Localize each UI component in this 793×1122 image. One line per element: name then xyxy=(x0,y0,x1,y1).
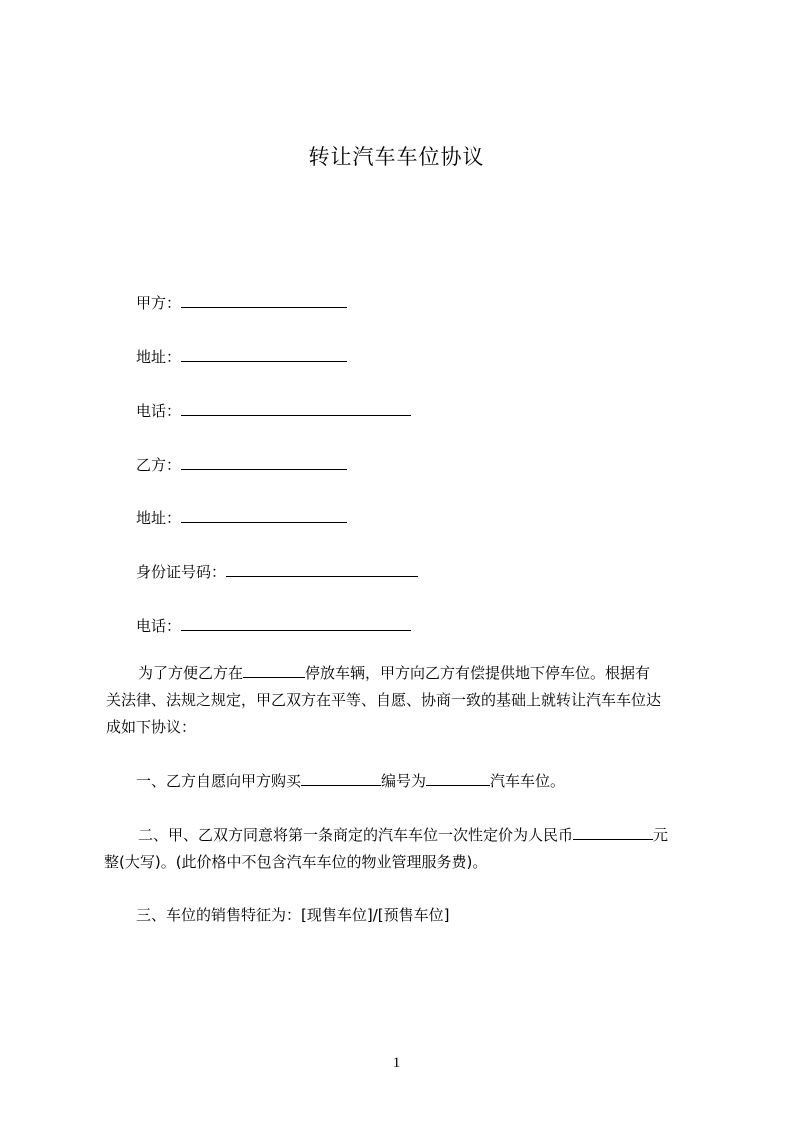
phone-a-field xyxy=(136,399,411,421)
id-number-field xyxy=(136,560,418,582)
clause-1-text-c: 汽车车位。 xyxy=(490,772,566,790)
address-b-blank[interactable] xyxy=(181,506,347,523)
id-number-label: 身份证号码： xyxy=(136,563,227,581)
page-number: 1 xyxy=(392,1055,401,1071)
clause-1-text-a: 一、乙方自愿向甲方购买 xyxy=(136,772,302,790)
phone-b-field xyxy=(136,614,411,636)
party-b-blank[interactable] xyxy=(181,453,347,470)
clause-3 xyxy=(136,902,736,929)
preamble-text-1b: 停放车辆，甲方向乙方有偿提供地下停车位。根据有 xyxy=(305,664,651,682)
phone-a-blank[interactable] xyxy=(181,399,411,416)
purchase-blank[interactable] xyxy=(301,770,381,786)
clause-3-line: 三、车位的销售特征为：[现售车位]/[预售车位] xyxy=(136,906,450,924)
address-b-field xyxy=(136,506,347,528)
clause-2-text-a: 二、甲、乙双方同意将第一条商定的汽车车位一次性定价为人民币 xyxy=(138,826,574,844)
party-a-blank[interactable] xyxy=(181,291,347,308)
clause-1 xyxy=(136,768,736,795)
space-number-blank[interactable] xyxy=(426,770,490,786)
party-a-field xyxy=(136,291,347,313)
clause-2-line-2: 整(大写)。(此价格中不包含汽车车位的物业管理服务费)。 xyxy=(104,853,488,871)
id-number-blank[interactable] xyxy=(226,560,418,577)
phone-a-label: 电话： xyxy=(136,402,182,420)
preamble-paragraph xyxy=(104,660,704,741)
phone-b-blank[interactable] xyxy=(181,614,411,631)
clause-1-line xyxy=(136,768,736,795)
preamble-line-2: 关法律、法规之规定，甲乙双方在平等、自愿、协商一致的基础上就转让汽车车位达 xyxy=(106,691,662,709)
clause-2 xyxy=(104,822,704,876)
price-blank[interactable] xyxy=(573,824,653,840)
clause-2-text-b: 元 xyxy=(653,826,669,844)
parking-location-blank[interactable] xyxy=(243,662,305,678)
address-b-label: 地址： xyxy=(136,509,182,527)
address-a-field xyxy=(136,345,347,367)
preamble-line-1 xyxy=(104,660,704,687)
phone-b-label: 电话： xyxy=(136,617,182,635)
party-b-label: 乙方： xyxy=(136,456,182,474)
preamble-line-3: 成如下协议： xyxy=(106,718,197,736)
party-a-label: 甲方： xyxy=(136,294,182,312)
clause-1-text-b: 编号为 xyxy=(381,772,427,790)
address-a-label: 地址： xyxy=(136,348,182,366)
address-a-blank[interactable] xyxy=(181,345,347,362)
preamble-text-1a: 为了方便乙方在 xyxy=(138,664,244,682)
document-title: 转让汽车车位协议 xyxy=(308,145,485,169)
party-b-field xyxy=(136,453,347,475)
clause-2-line-1 xyxy=(104,822,704,849)
